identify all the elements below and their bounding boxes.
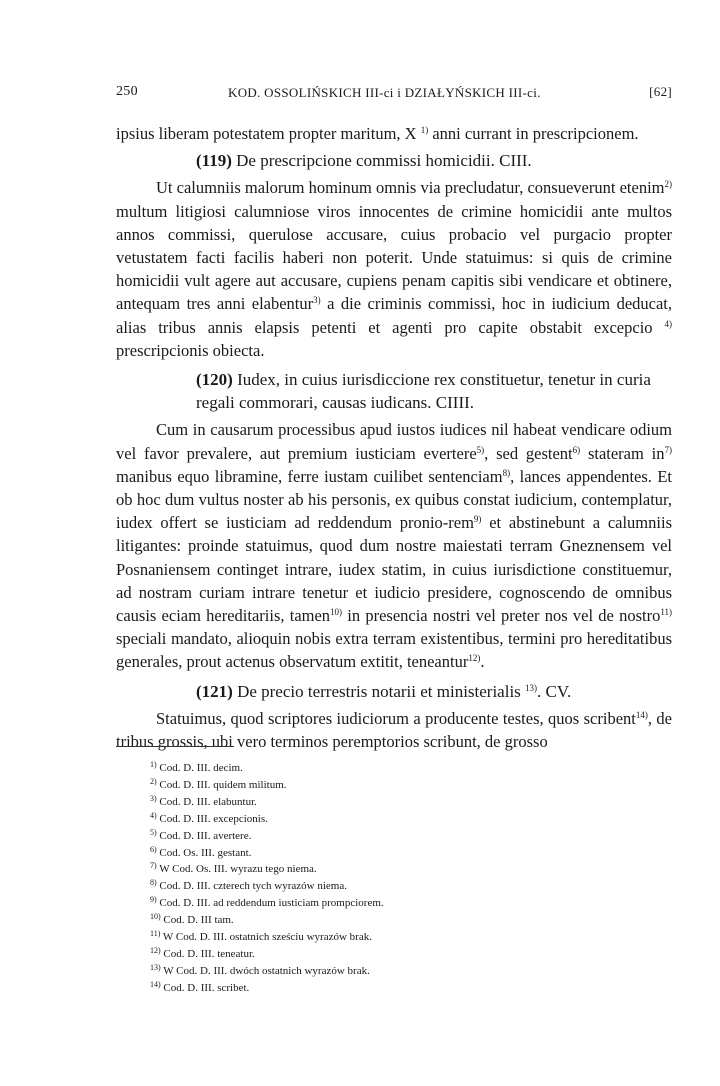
footnote: $^{14)}$ Cod. D. III. scribet. [150,979,250,994]
footnote-ref: 5) [476,444,485,455]
page-number: 250 [116,84,138,99]
section-heading-121: (121) De precio terrestris notarii et ministerialis $^{13)}$. CV. [196,681,572,701]
footnote: $^{1)}$ Cod. D. III. decim. [150,760,243,774]
bracket-page-number: [62] [649,84,672,99]
footnote: $^{11)}$ W Cod. D. III. ostatnich sześciu wyrazów brak. [150,929,372,944]
running-header [116,84,672,104]
footnote: $^{5)}$ Cod. D. III. avertere. [150,827,252,842]
paragraph-continuation: ipsius liberam potestatem propter maritum, X $^{1)}$ anni currant in prescripcionem. [116,124,639,143]
footnote: $^{7)}$ W Cod. Os. III. wyrazu tego niema. [150,861,317,876]
footnote-ref: 2) [664,179,672,190]
footnote-ref: 10) [330,607,343,618]
paragraph-121: Statuimus, quod scriptores iudiciorum a producente testes, quos scribent$^{14)}$, de tribus grossis, ubi vero terminos peremptorios scribunt, de grosso [116,708,672,752]
footnote: $^{8)}$ Cod. D. III. czterech tych wyrazów niema. [150,878,347,893]
footnote: $^{10)}$ Cod. D. III tam. [150,912,234,927]
footnote-ref: 3) [313,295,321,306]
footnote: $^{13)}$ W Cod. D. III. dwóch ostatnich wyrazów brak. [150,962,370,977]
footnote-ref: 9) [473,514,482,525]
section-heading-120: (120) Iudex, in cuius iurisdiccione rex constituetur, tenetur in curia regali commorari, causas iudicans. CIIII. [196,370,651,413]
main-text [116,122,672,753]
footnote-ref: 11) [660,607,672,618]
footnote-ref: 12) [468,653,481,664]
paragraph-119: Ut calumniis malorum hominum omnis via precludatur, consueverunt etenim$^{2)}$ multum litigiosi calumniose viros innocentes de crimine homicidii ante multos annos commissi, querulose accusare, cuius probacio vel purgacio propter vetustatem facti facilis haberi non poterit. Unde statuimus: si quis de crimine homicidii vult agere aut accusare, cupiens penam capitis sibi vendicare et obtinere, antequam tres anni elabentur$^{3)}$ a die criminis commissi, hoc in iudicium deducat, alias tribus annis elapsis petenti et agenti pro capite obstabit excepcio $^{4)}$ prescripcionis obiecta. [116,178,672,360]
footnote: $^{6)}$ Cod. Os. III. gestant. [150,844,252,859]
footnote-ref: 13) [525,682,538,693]
footnote: $^{2)}$ Cod. D. III. quidem militum. [150,776,287,791]
section-heading-119: (119) De prescripcione commissi homicidii. CIII. [196,151,532,171]
footnote-ref: 4) [664,318,672,329]
footnote: $^{9)}$ Cod. D. III. ad reddendum iusticiam prompciorem. [150,895,384,910]
footnotes [150,760,610,997]
footnote-ref: 14) [635,709,648,720]
footnote: $^{4)}$ Cod. D. III. excepcionis. [150,810,268,825]
footnote: $^{3)}$ Cod. D. III. elabuntur. [150,793,257,808]
footnote-ref: 7) [664,444,672,455]
footnote-ref: 8) [502,467,511,478]
running-title: KOD. OSSOLIŃSKICH III-ci i DZIAŁYŃSKICH III-ci. [228,85,541,100]
footnote-ref: 1) [420,125,429,135]
footnote-ref: 6) [572,444,581,455]
footnote: $^{12)}$ Cod. D. III. teneatur. [150,945,255,960]
paragraph-120: Cum in causarum processibus apud iustos iudices nil habeat vendicare odium vel favor prevalere, aut premium iusticiam evertere$^{5)}$, sed gestent$^{6)}$ stateram $in^{7)}$ manibus equo libramine, ferre iustam cuilibet sentenciam$^{8)}$, lances appendentes. Et ob hoc dum vultus noster ab his personis, ex quibus constat iudicium, contemplatur, iudex offert se iusticiam ad reddendum pronio-rem$^{9)}$ et abstinebunt a calumniis litigantes: proinde statuimus, quod dum nostre maiestati terram Gneznensem vel Posnaniensem continget intrare, iudex statim, in cuius iurisdictione constituemur, ad nostram curiam intrare tenetur et iudicio presidere, cognoscendo de omnibus causis eciam hereditariis, tamen$^{10)}$ in presencia nostri vel preter nos vel de nostro$^{11)}$ speciali mandato, alioquin nobis extra terram existentibus, termini pro hereditatibus generales, prout actenus observatum extitit, teneantur$^{12)}$. [116,420,672,672]
footnote-divider [116,746,234,747]
